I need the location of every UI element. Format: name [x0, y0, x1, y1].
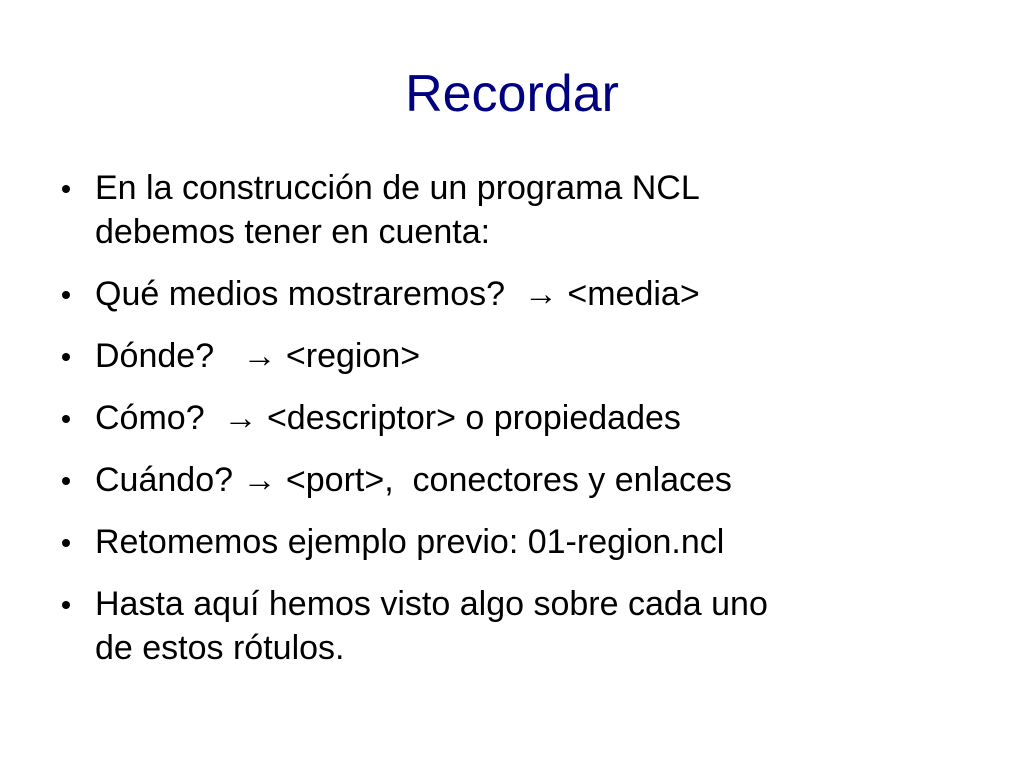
bullet-text: Cómo? → <descriptor> o propiedades: [95, 399, 681, 437]
bullet-text: Dónde? → <region>: [95, 337, 421, 375]
bullet-dot-icon: [62, 291, 70, 299]
bullet-item: [62, 396, 962, 440]
bullet-dot-icon: [62, 415, 70, 423]
bullet-item: [62, 458, 962, 502]
bullet-item: [62, 166, 962, 254]
bullet-item: [62, 520, 962, 564]
bullet-text: Cuándo? → <port>, conectores y enlaces: [95, 461, 732, 499]
bullet-item: [62, 272, 962, 316]
bullet-dot-icon: [62, 539, 70, 547]
bullet-dot-icon: [62, 185, 70, 193]
bullet-list: [62, 166, 962, 688]
bullet-dot-icon: [62, 477, 70, 485]
bullet-dot-icon: [62, 601, 70, 609]
bullet-text: En la construcción de un programa NCL debemos tener en cuenta:: [95, 169, 700, 251]
bullet-text: Hasta aquí hemos visto algo sobre cada uno de estos rótulos.: [95, 585, 768, 667]
bullet-item: [62, 582, 962, 670]
bullet-item: [62, 334, 962, 378]
slide-title: Recordar: [405, 65, 619, 123]
bullet-text: Retomemos ejemplo previo: 01-region.ncl: [95, 523, 725, 561]
bullet-dot-icon: [62, 353, 70, 361]
bullet-text: Qué medios mostraremos? → <media>: [95, 275, 700, 313]
